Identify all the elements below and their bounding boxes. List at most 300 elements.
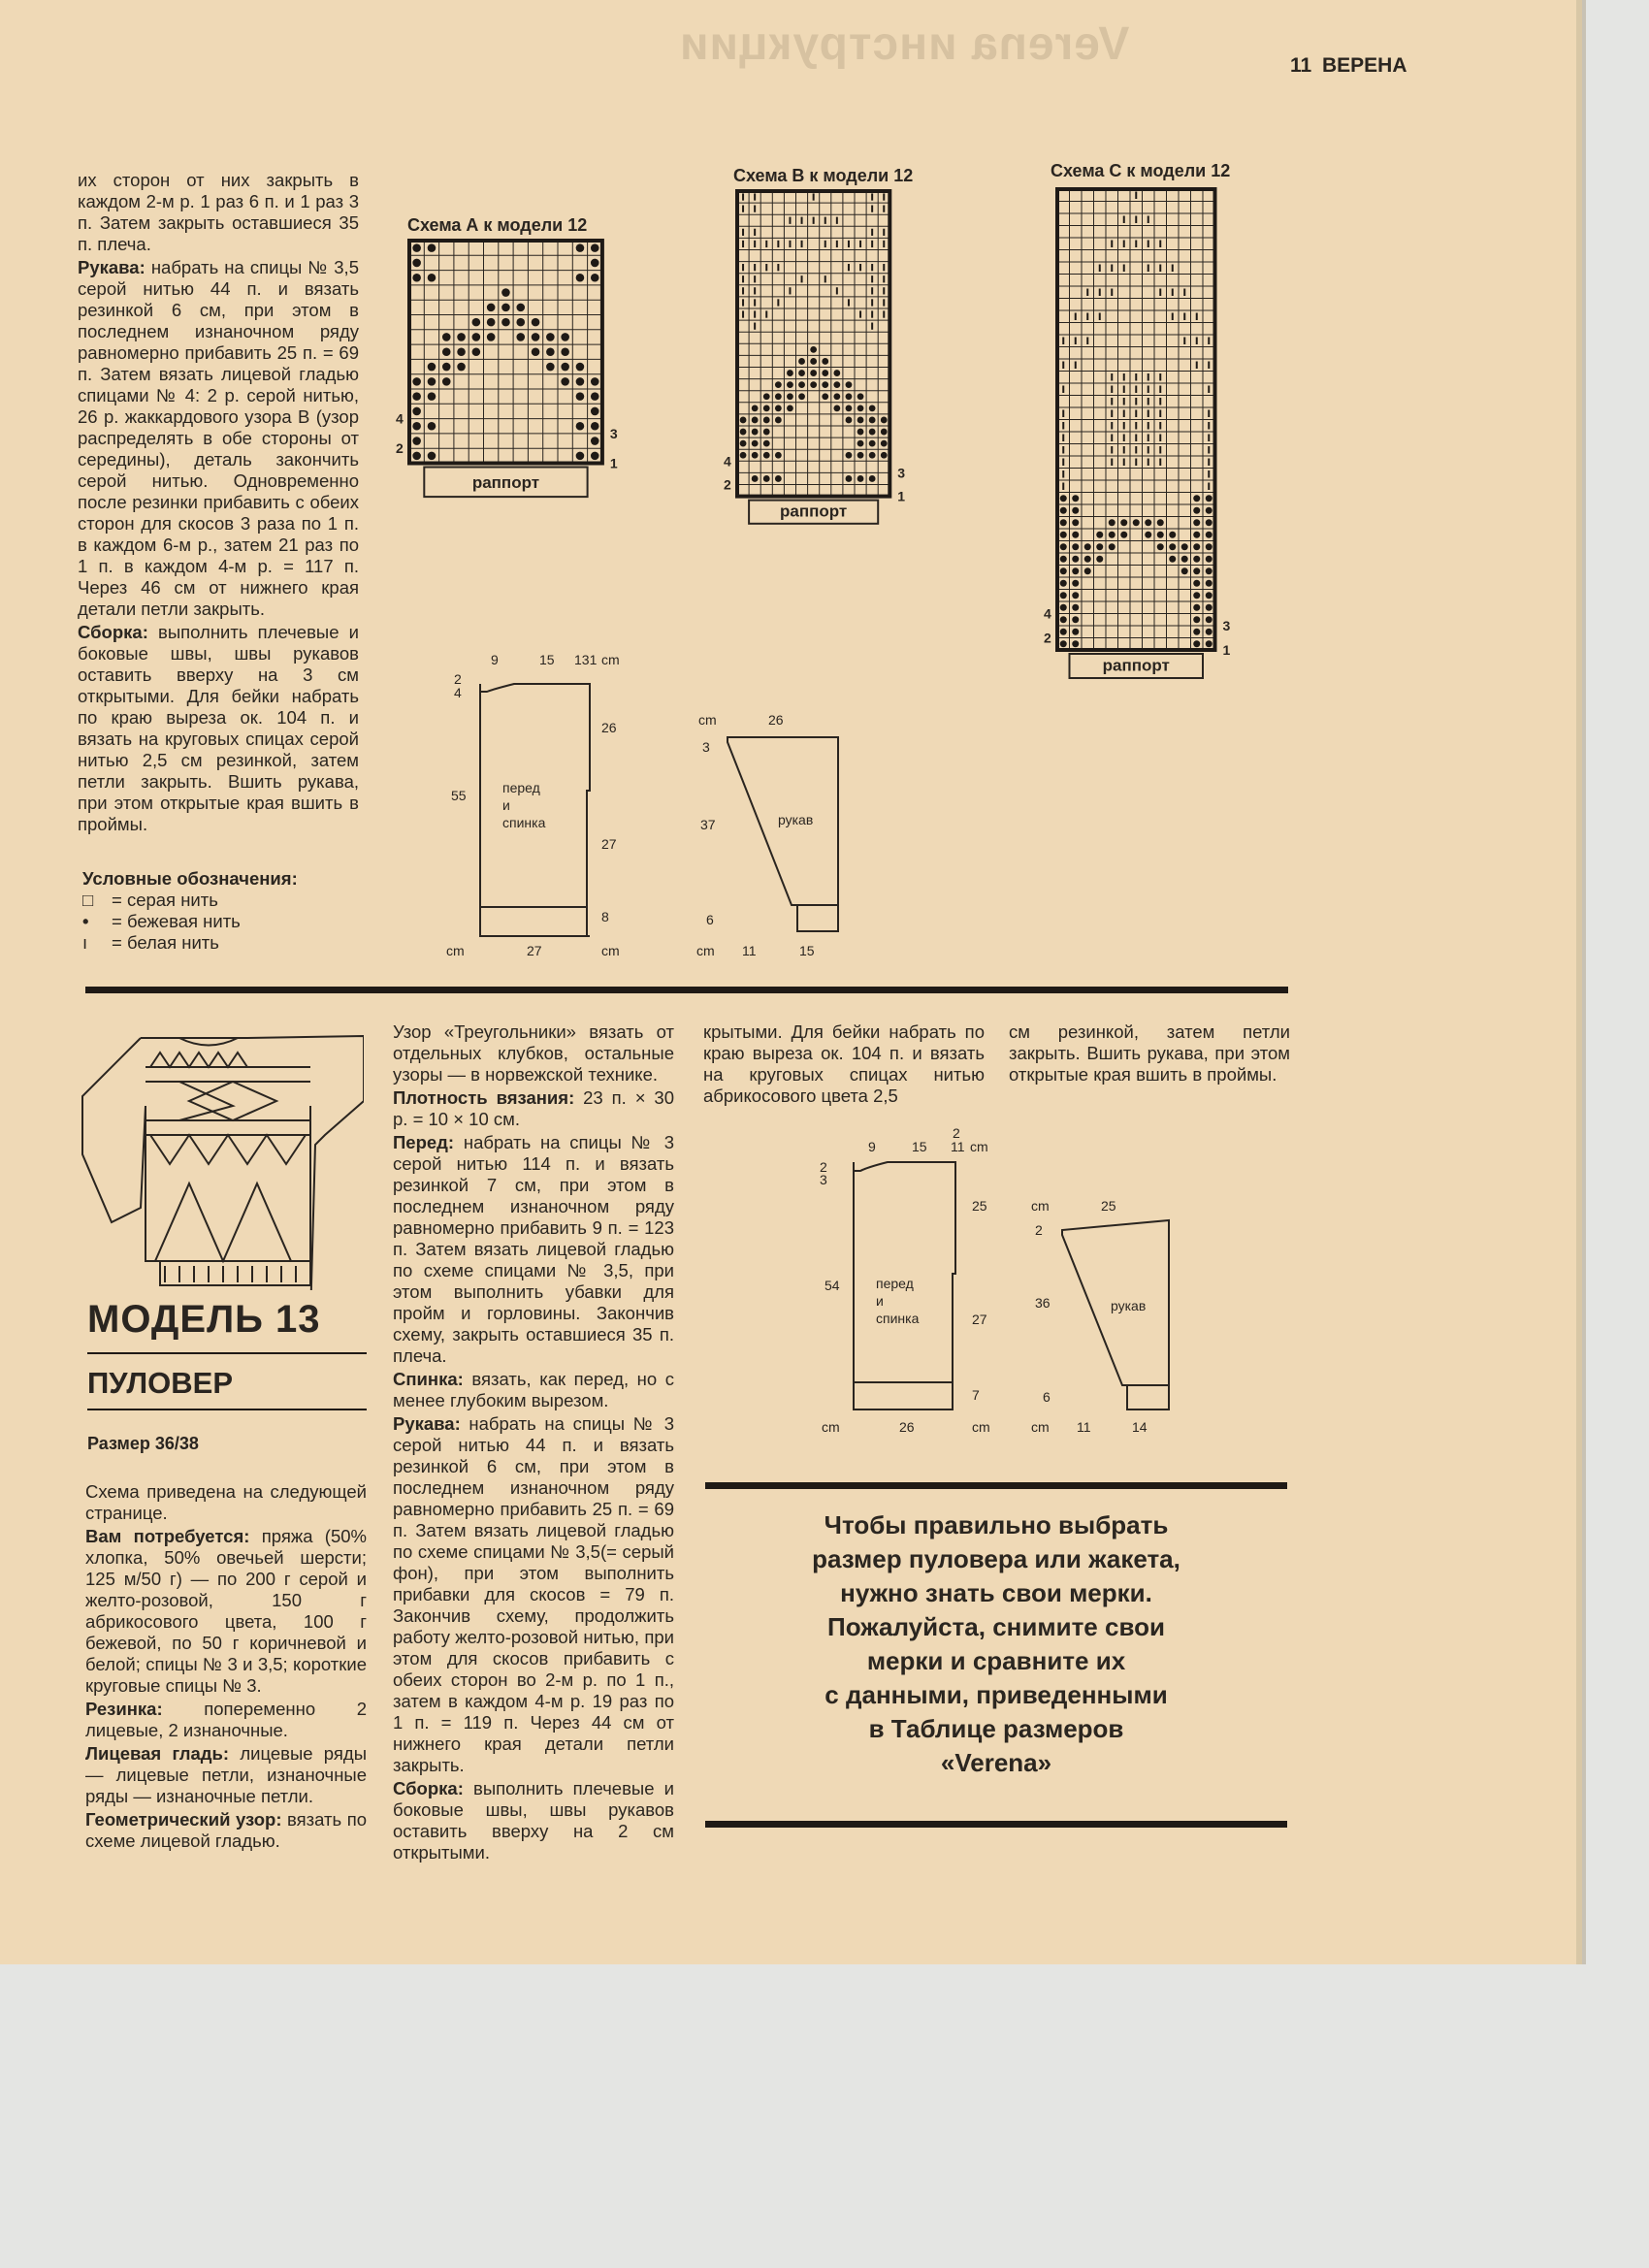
row-number: 4 [1044, 605, 1051, 622]
stitch-beige [412, 377, 421, 386]
paragraph-text: пряжа (50% хлопка, 50% овечьей шерсти; 125 м/50 г) — по 200 г серой и желто-розовой, 150 г абрикосового цвета, 100 г бежевой, по 50 г коричневой и белой; спицы № 3 и 3,5; короткие круговые спицы № 3. [85, 1526, 367, 1696]
stitch-beige [869, 405, 876, 411]
model12-pattern-schematic [427, 645, 1009, 965]
dimension: cm [822, 1419, 840, 1435]
paragraph-text: выполнить плечевые и боковые швы, швы рукавов оставить вверху на 3 см открытыми. Для бейки набрать по краю выреза ок. 104 п. и вязать на круговых спицах серой нитью 2,5 см резинкой, затем петли закрыть. Вшить рукава, при этом открытые края вшить в проймы. [78, 622, 359, 834]
stitch-beige [561, 347, 569, 356]
paragraph-lead: Сборка: [78, 622, 148, 642]
dimension: 6 [706, 912, 714, 927]
notice-line: нужно знать свои мерки. [840, 1578, 1152, 1607]
stitch-beige [1193, 580, 1200, 587]
paragraph [85, 1743, 367, 1807]
stitch-beige [1157, 519, 1164, 526]
piece-label: перед [876, 1276, 914, 1291]
paragraph [393, 1087, 674, 1130]
dimension: 11 [951, 1139, 965, 1154]
dimension: cm [1031, 1419, 1050, 1435]
stitch-beige [1133, 519, 1140, 526]
paragraph-text: набрать на спицы № 3 серой нитью 44 п. и вязать резинкой 6 см, при этом в последнем изнаночном ряду равномерно прибавить 25 п. = 69 п. Затем вязать лицевой гладью по схеме спицами № 3,5(= серый фон), при этом выполнить прибавки для скосов = 79 п. Закончив схему, продолжить работу желто-розовой нитью, при этом для скосов прибавить с обеих сторон во 2-м р. по 1 п., затем в каждом 4-м р. 19 раз по 1 п. = 119 п. Через 44 см от нижнего края детали петли закрыть. [393, 1413, 674, 1775]
stitch-beige [740, 452, 747, 459]
dimension: 54 [824, 1278, 840, 1293]
dimension: 2 [1035, 1222, 1043, 1238]
stitch-beige [787, 381, 793, 388]
dimension: 15 [799, 943, 815, 958]
stitch-beige [846, 475, 853, 482]
title-underline [87, 1352, 367, 1354]
stitch-beige [1206, 592, 1212, 599]
stitch-beige [1157, 532, 1164, 538]
stitch-beige [857, 417, 864, 424]
rapport-label: раппорт [471, 472, 540, 492]
dimension: cm [601, 652, 620, 667]
paragraph-text: выполнить плечевые и боковые швы, швы рукавов оставить вверху на 2 см открытыми. [393, 1778, 674, 1863]
stitch-beige [822, 381, 828, 388]
stitch-beige [428, 452, 436, 461]
stitch-beige [1060, 507, 1067, 514]
stitch-beige [532, 347, 540, 356]
stitch-beige [1060, 556, 1067, 563]
legend-title: Условные обозначения: [82, 868, 298, 889]
stitch-beige [763, 429, 770, 436]
stitch-beige [775, 381, 782, 388]
stitch-beige [1072, 580, 1079, 587]
piece-label: и [502, 797, 510, 813]
dimension: 37 [700, 817, 716, 832]
stitch-beige [1181, 543, 1188, 550]
paragraph-text: Схема приведена на следующей странице. [85, 1481, 367, 1523]
model13-column-2 [393, 1021, 674, 1865]
stitch-beige [412, 422, 421, 431]
stitch-beige [442, 347, 451, 356]
dimension: cm [446, 943, 465, 958]
stitch-beige [1072, 567, 1079, 574]
paragraph [85, 1481, 367, 1524]
stitch-beige [442, 333, 451, 341]
stitch-beige [457, 347, 466, 356]
stitch-beige [1193, 532, 1200, 538]
stitch-beige [1060, 580, 1067, 587]
stitch-beige [857, 405, 864, 411]
stitch-beige [1072, 592, 1079, 599]
stitch-beige [740, 417, 747, 424]
dimension: 9 [868, 1139, 876, 1154]
stitch-beige [576, 422, 585, 431]
dimension: cm [970, 1139, 988, 1154]
paragraph-text: вязать, как перед, но с менее глубоким вырезом. [393, 1369, 674, 1410]
dimension: 2 [820, 1159, 827, 1175]
stitch-beige [857, 475, 864, 482]
stitch-beige [428, 377, 436, 386]
stitch-beige [822, 393, 828, 400]
dimension: cm [698, 712, 717, 728]
stitch-beige [798, 393, 805, 400]
dimension: 55 [451, 788, 467, 803]
stitch-beige [591, 392, 599, 401]
stitch-beige [1206, 580, 1212, 587]
stitch-beige [472, 333, 481, 341]
stitch-beige [591, 274, 599, 282]
stitch-beige [1060, 567, 1067, 574]
stitch-beige [1060, 640, 1067, 647]
stitch-beige [1157, 543, 1164, 550]
stitch-beige [775, 452, 782, 459]
dimension: 6 [1043, 1389, 1051, 1405]
stitch-beige [1109, 532, 1116, 538]
stitch-beige [846, 417, 853, 424]
stitch-beige [412, 243, 421, 252]
stitch-beige [412, 407, 421, 416]
stitch-beige [846, 393, 853, 400]
stitch-beige [591, 407, 599, 416]
model-title: МОДЕЛЬ 13 [87, 1298, 321, 1341]
dimension: 7 [972, 1387, 980, 1403]
row-number: 2 [1044, 630, 1051, 646]
stitch-beige [1096, 556, 1103, 563]
stitch-beige [561, 363, 569, 372]
stitch-beige [881, 440, 888, 447]
dimension: 26 [601, 720, 617, 735]
stitch-beige [763, 405, 770, 411]
stitch-beige [846, 405, 853, 411]
stitch-beige [881, 429, 888, 436]
paragraph-text: попеременно 2 лицевые, 2 изнаночные. [85, 1699, 367, 1740]
stitch-beige [1109, 543, 1116, 550]
paragraph [393, 1021, 674, 1085]
paragraph [85, 1699, 367, 1741]
paragraph [393, 1778, 674, 1863]
paragraph-lead: Рукава: [78, 257, 146, 277]
stitch-beige [576, 392, 585, 401]
stitch-beige [822, 370, 828, 376]
notice-line: Чтобы правильно выбрать [824, 1510, 1169, 1539]
stitch-beige [1206, 616, 1212, 623]
subtitle-underline [87, 1409, 367, 1410]
stitch-beige [1206, 556, 1212, 563]
stitch-beige [1206, 532, 1212, 538]
stitch-beige [857, 452, 864, 459]
stitch-beige [546, 347, 555, 356]
front-back-piece [480, 684, 590, 936]
stitch-beige [1072, 519, 1079, 526]
size-label: Размер 36/38 [87, 1434, 199, 1453]
stitch-beige [576, 274, 585, 282]
stitch-beige [428, 392, 436, 401]
stitch-beige [846, 381, 853, 388]
piece-label: спинка [502, 815, 546, 830]
stitch-beige [763, 452, 770, 459]
stitch-beige [1193, 640, 1200, 647]
stitch-beige [591, 243, 599, 252]
stitch-beige [810, 358, 817, 365]
rapport-label: раппорт [1102, 656, 1170, 675]
paragraph-lead: Сборка: [393, 1778, 464, 1798]
stitch-beige [532, 318, 540, 327]
paragraph-text: набрать на спицы № 3,5 серой нитью 44 п. и вязать резинкой 6 см, при этом в последнем изнаночном ряду равномерно прибавить 25 п. = 69 п. Затем вязать лицевой гладью спицами № 4: 2 р. серой нитью, 26 р. жаккардового узора В (узор распределять в обе стороны от середины), деталь закончить серой нитью. Одновременно после резинки прибавить с обеих сторон для скосов 3 раза по 1 п. в каждом 6-м р., затем 21 раз по 1 п. в каждом 4-м р. = 117 п. Через 46 см от нижнего края детали петли закрыть. [78, 257, 359, 619]
stitch-beige [822, 358, 828, 365]
paragraph-lead: Спинка: [393, 1369, 464, 1389]
notice-line: в Таблице размеров [868, 1714, 1124, 1743]
stitch-beige [546, 333, 555, 341]
stitch-beige [752, 429, 759, 436]
stitch-beige [1169, 532, 1176, 538]
stitch-beige [740, 440, 747, 447]
stitch-beige [412, 452, 421, 461]
stitch-beige [457, 333, 466, 341]
section-divider [85, 987, 1288, 993]
stitch-beige [881, 452, 888, 459]
row-number: 2 [396, 440, 404, 457]
stitch-beige [810, 370, 817, 376]
sleeve-piece [1062, 1220, 1169, 1409]
stitch-beige [1072, 629, 1079, 635]
stitch-beige [1060, 592, 1067, 599]
row-number: 1 [897, 488, 906, 504]
scheme-b-grid [737, 191, 889, 497]
stitch-beige [576, 363, 585, 372]
stitch-beige [752, 440, 759, 447]
model-subtitle: ПУЛОВЕР [87, 1366, 233, 1400]
paragraph [393, 1369, 674, 1411]
stitch-beige [763, 475, 770, 482]
stitch-beige [1169, 543, 1176, 550]
stitch-beige [487, 333, 496, 341]
page-number: 11 [1290, 54, 1312, 77]
stitch-beige [1072, 543, 1079, 550]
notice-box [705, 1508, 1287, 1780]
stitch-beige [1072, 507, 1079, 514]
paragraph-text: набрать на спицы № 3 серой нитью 114 п. и вязать резинкой 7 см, при этом в последнем изнаночном ряду равномерно прибавить 9 п. = 123 п. Затем вязать лицевой гладью по схеме спицами № 3,5, при этом выполнить убавки для пройм и горловины. Закончив схему, закрыть оставшиеся 35 п. плеча. [393, 1132, 674, 1366]
stitch-beige [1060, 629, 1067, 635]
piece-label: рукав [778, 812, 814, 827]
stitch-beige [516, 318, 525, 327]
dimension: 4 [454, 685, 462, 700]
stitch-beige [442, 377, 451, 386]
paragraph [393, 1413, 674, 1776]
paragraph [85, 1809, 367, 1852]
stitch-beige [1193, 629, 1200, 635]
stitch-beige [576, 452, 585, 461]
legend-item: □ = серая нить [82, 890, 218, 910]
stitch-beige [487, 318, 496, 327]
dimension: 131 [574, 652, 598, 667]
stitch-beige [1206, 604, 1212, 611]
stitch-beige [1206, 507, 1212, 514]
piece-label: и [876, 1293, 884, 1309]
dimension: 9 [491, 652, 499, 667]
dimension: 15 [912, 1139, 927, 1154]
stitch-beige [457, 363, 466, 372]
dimension: 14 [1132, 1419, 1148, 1435]
stitch-beige [1072, 495, 1079, 502]
row-number: 3 [1222, 618, 1231, 633]
stitch-beige [1193, 556, 1200, 563]
stitch-beige [1206, 567, 1212, 574]
stitch-beige [1060, 604, 1067, 611]
stitch-beige [1096, 543, 1103, 550]
dimension: 15 [539, 652, 555, 667]
stitch-beige [869, 440, 876, 447]
stitch-beige [752, 417, 759, 424]
stitch-beige [1193, 616, 1200, 623]
stitch-beige [428, 274, 436, 282]
dimension: 2 [953, 1128, 960, 1141]
stitch-beige [1181, 567, 1188, 574]
stitch-beige [428, 422, 436, 431]
stitch-beige [1084, 543, 1091, 550]
stitch-beige [1072, 640, 1079, 647]
stitch-beige [1193, 604, 1200, 611]
notice-line: мерки и сравните их [866, 1646, 1126, 1675]
magazine-name: ВЕРЕНА [1322, 54, 1407, 77]
row-number: 1 [1222, 642, 1231, 658]
stitch-beige [472, 318, 481, 327]
rapport-label: раппорт [780, 502, 848, 521]
dimension: 36 [1035, 1295, 1051, 1311]
dimension: 25 [1101, 1198, 1116, 1214]
stitch-beige [1181, 556, 1188, 563]
stitch-beige [869, 429, 876, 436]
paragraph-lead: Геометрический узор: [85, 1809, 282, 1830]
scheme-a-title: Схема А к модели 12 [407, 215, 588, 235]
stitch-beige [798, 370, 805, 376]
stitch-beige [798, 381, 805, 388]
stitch-beige [752, 452, 759, 459]
stitch-beige [1120, 519, 1127, 526]
paragraph-lead: Плотность вязания: [393, 1087, 575, 1108]
stitch-beige [1084, 556, 1091, 563]
stitch-beige [787, 393, 793, 400]
legend-item: • = бежевая нить [82, 911, 241, 931]
notice-line: с данными, приведенными [824, 1680, 1168, 1709]
stitch-beige [1120, 532, 1127, 538]
paragraph [393, 1132, 674, 1367]
stitch-beige [1109, 519, 1116, 526]
stitch-beige [1060, 543, 1067, 550]
stitch-beige [869, 417, 876, 424]
notice-line: «Verena» [940, 1748, 1052, 1777]
dimension: 11 [1077, 1419, 1091, 1435]
scheme-a-grid [409, 241, 602, 464]
row-number: 1 [609, 455, 618, 471]
stitch-beige [752, 405, 759, 411]
stitch-beige [591, 452, 599, 461]
stitch-beige [775, 393, 782, 400]
model13-column-3: крытыми. Для бейки набрать по краю выреза ок. 104 п. и вязать на круговых спицах нитью абрикосового цвета 2,5 [703, 1021, 985, 1106]
dimension: 27 [972, 1312, 987, 1327]
stitch-beige [428, 363, 436, 372]
piece-label: рукав [1111, 1298, 1147, 1313]
stitch-beige [869, 452, 876, 459]
stitch-beige [412, 274, 421, 282]
dimension: 8 [601, 909, 609, 924]
stitch-beige [763, 417, 770, 424]
scheme-c-title: Схема С к модели 12 [1051, 161, 1231, 180]
stitch-beige [428, 243, 436, 252]
stitch-beige [1060, 532, 1067, 538]
stitch-beige [472, 347, 481, 356]
stitch-beige [763, 393, 770, 400]
stitch-beige [1193, 495, 1200, 502]
stitch-beige [833, 381, 840, 388]
notice-line: размер пуловера или жакета, [812, 1544, 1180, 1573]
stitch-beige [833, 370, 840, 376]
stitch-beige [740, 429, 747, 436]
row-number: 4 [396, 410, 404, 427]
paragraph-text: 23 п. × 30 р. = 10 × 10 см. [393, 1087, 674, 1129]
sweater-illustration [73, 1028, 364, 1290]
dimension: 3 [820, 1172, 827, 1187]
model13-pattern-schematic [810, 1128, 1314, 1448]
stitch-beige [1206, 629, 1212, 635]
stitch-beige [810, 346, 817, 353]
stitch-beige [1145, 519, 1151, 526]
dimension: 26 [768, 712, 784, 728]
stitch-beige [869, 475, 876, 482]
stitch-beige [1169, 556, 1176, 563]
stitch-beige [763, 440, 770, 447]
stitch-beige [561, 377, 569, 386]
paragraph-text: их сторон от них закрыть в каждом 2-м р. 1 раз 6 п. и 1 раз 3 п. Затем закрыть оставшиеся 35 п. плеча. [78, 170, 359, 254]
legend-item: ı = белая нить [82, 932, 219, 953]
stitch-beige [775, 475, 782, 482]
stitch-beige [412, 259, 421, 268]
stitch-beige [576, 377, 585, 386]
stitch-beige [591, 377, 599, 386]
stitch-beige [501, 304, 510, 312]
stitch-beige [1096, 532, 1103, 538]
row-number: 3 [897, 465, 906, 481]
sleeve-piece [728, 737, 838, 931]
stitch-beige [516, 304, 525, 312]
stitch-beige [798, 358, 805, 365]
dimension: cm [601, 943, 620, 958]
stitch-beige [810, 381, 817, 388]
dimension: 25 [972, 1198, 987, 1214]
row-number: 2 [724, 476, 731, 493]
paragraph-lead: Вам потребуется: [85, 1526, 250, 1546]
paragraph-text: Узор «Треугольники» вязать от отдельных клубков, остальные узоры — в норвежской технике. [393, 1021, 674, 1085]
stitch-beige [1084, 567, 1091, 574]
notice-bottom-rule [705, 1821, 1287, 1828]
stitch-beige [787, 405, 793, 411]
dimension: cm [696, 943, 715, 958]
stitch-beige [1193, 592, 1200, 599]
paragraph-lead: Перед: [393, 1132, 455, 1152]
stitch-beige [576, 243, 585, 252]
stitch-beige [881, 417, 888, 424]
dimension: cm [972, 1419, 990, 1435]
stitch-beige [1072, 556, 1079, 563]
dimension: 11 [742, 943, 757, 958]
dimension: 26 [899, 1419, 915, 1435]
stitch-beige [487, 304, 496, 312]
dimension: 3 [702, 739, 710, 755]
stitch-beige [591, 437, 599, 445]
stitch-beige [1072, 616, 1079, 623]
stitch-beige [775, 405, 782, 411]
row-number: 3 [609, 425, 618, 441]
stitch-beige [857, 393, 864, 400]
stitch-beige [1060, 519, 1067, 526]
stitch-beige [591, 259, 599, 268]
stitch-beige [412, 437, 421, 445]
stitch-beige [442, 363, 451, 372]
stitch-beige [1072, 604, 1079, 611]
stitch-beige [1206, 640, 1212, 647]
stitch-beige [412, 392, 421, 401]
stitch-beige [1206, 519, 1212, 526]
stitch-beige [1206, 495, 1212, 502]
